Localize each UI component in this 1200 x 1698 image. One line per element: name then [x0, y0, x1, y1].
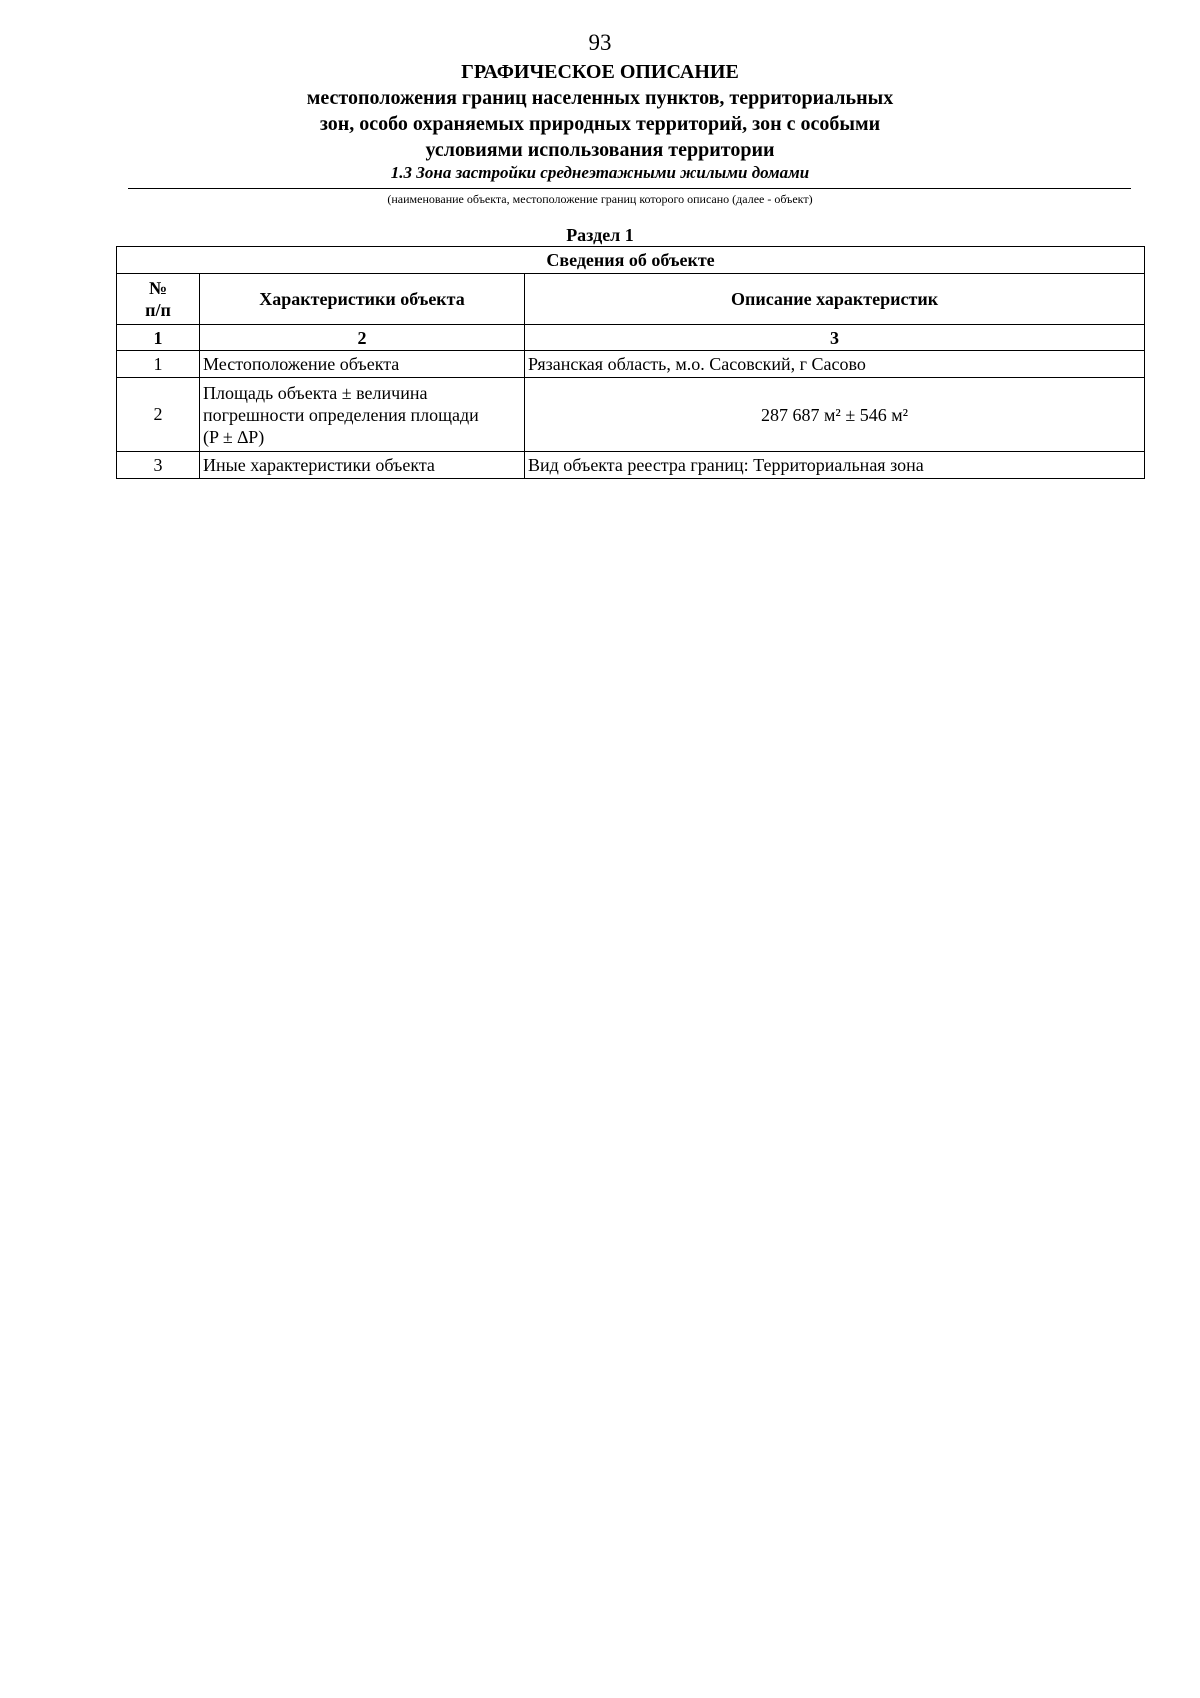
table-caption-row: [117, 247, 1145, 274]
object-name: 1.3 Зона застройки среднеэтажными жилыми домами: [390, 163, 810, 182]
row-number: 3: [117, 452, 200, 479]
table-header-row: [117, 274, 1145, 325]
row-description: Рязанская область, м.о. Сасовский, г Сасово: [525, 351, 1145, 378]
table-row: [117, 452, 1145, 479]
heading-line: зон, особо охраняемых природных территорий, зон с особыми: [319, 113, 881, 135]
heading-title: ГРАФИЧЕСКОЕ ОПИСАНИЕ: [461, 61, 739, 83]
heading-line: местоположения границ населенных пунктов, территориальных: [306, 87, 894, 109]
row-description: Вид объекта реестра границ: Территориальная зона: [525, 452, 1145, 479]
table-row: [117, 378, 1145, 452]
heading-line: условиями использования территории: [425, 139, 775, 161]
section-title: Раздел 1: [566, 225, 634, 245]
header-num: [117, 274, 200, 325]
column-number: 1: [117, 325, 200, 351]
header-num-line: №: [148, 278, 168, 298]
characteristic-line: Площадь объекта ± величина: [203, 382, 428, 403]
object-info-table: [116, 246, 1145, 479]
object-name-caption: (наименование объекта, местоположение границ которого описано (далее - объект): [387, 192, 813, 206]
document-heading: [0, 59, 1200, 163]
column-number: 2: [200, 325, 525, 351]
row-characteristic: [200, 378, 525, 452]
header-description: Описание характеристик: [525, 274, 1145, 325]
row-number: 1: [117, 351, 200, 378]
object-name-underline: [128, 188, 1131, 189]
characteristic-line: (P ± ∆P): [203, 426, 265, 447]
row-characteristic: Иные характеристики объекта: [200, 452, 525, 479]
row-description: 287 687 м² ± 546 м²: [525, 378, 1145, 452]
column-number: 3: [525, 325, 1145, 351]
row-number: 2: [117, 378, 200, 452]
header-characteristic: Характеристики объекта: [200, 274, 525, 325]
table-caption: Сведения об объекте: [117, 247, 1145, 274]
characteristic-line: погрешности определения площади: [203, 404, 479, 425]
page-number: 93: [588, 30, 612, 55]
row-characteristic: Местоположение объекта: [200, 351, 525, 378]
table-row: [117, 351, 1145, 378]
header-num-line: п/п: [145, 300, 171, 320]
column-number-row: [117, 325, 1145, 351]
